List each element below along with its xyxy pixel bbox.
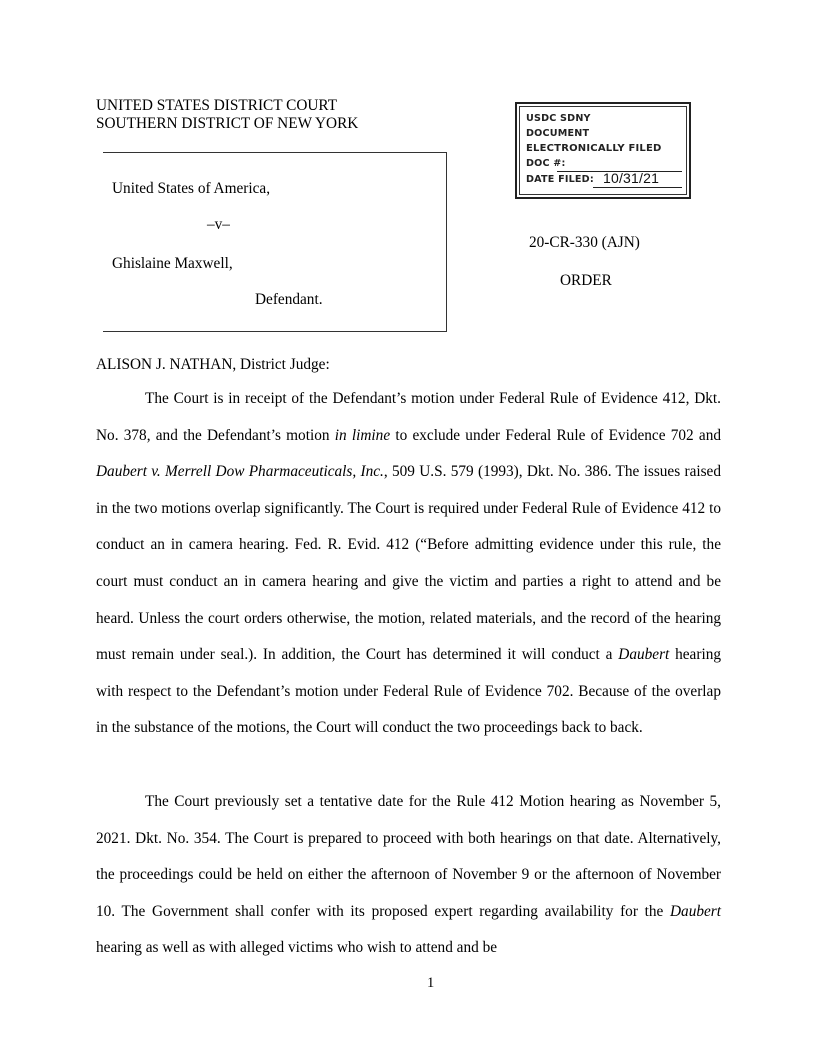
daubert-term: Daubert [670, 902, 721, 920]
stamp-date-filed-blank [593, 187, 682, 188]
stamp-electronically-filed: ELECTRONICALLY FILED [526, 143, 662, 154]
paragraph-1-text: , 509 U.S. 579 (1993), Dkt. No. 386. The issues raised in the two motions overlap significantly. The Court is required under Federal Rule of Evidence 412 to conduct an in camera hearing. Fed. R. Evid. 412 (“Before admitting evidence under this rule, the court must conduct an in camera hearing and give the victim and parties a right to attend and be heard. Unless the court orders otherwise, the motion, related materials, and the record of the hearing must remain under seal.). In addition, the Court has determined it will conduct a [96, 463, 721, 664]
paragraph-1 [96, 381, 721, 747]
in-limine-term: in limine [334, 426, 391, 444]
court-name-line-2: SOUTHERN DISTRICT OF NEW YORK [96, 115, 359, 132]
case-citation: Daubert v. Merrell Dow Pharmaceuticals, Inc. [96, 463, 384, 481]
caption-right-rule [446, 152, 447, 332]
paragraph-2 [96, 784, 721, 967]
paragraph-2-text: The Court previously set a tentative date for the Rule 412 Motion hearing as November 5, 2021. Dkt. No. 354. The Court is prepared to proceed with both hearings on that date. Alternatively, the proceedings could be held on either the afternoon of November 9 or the afternoon of November 10. The Government shall confer with its proposed expert regarding availability for the [96, 793, 721, 920]
stamp-date-filed-label: DATE FILED: [526, 174, 594, 185]
paragraph-1-text: hearing with respect to the Defendant’s motion under Federal Rule of Evidence 702. Because of the overlap in the substance of the motions, the Court will conduct the two proceedings back to back. [96, 646, 721, 737]
page-number: 1 [427, 975, 435, 991]
document-title: ORDER [560, 272, 612, 289]
stamp-document: DOCUMENT [526, 128, 590, 139]
paragraph-2-text: hearing as well as with alleged victims who wish to attend and be [96, 939, 498, 957]
defendant-role: Defendant. [255, 291, 323, 308]
defendant-name: Ghislaine Maxwell, [112, 255, 233, 272]
stamp-doc-number-label: DOC #: [526, 158, 566, 169]
paragraph-1-text: The Court is in receipt of the Defendant’s motion under Federal Rule of Evidence 412, Dkt. No. 378, and the Defendant’s motion [96, 390, 721, 444]
judge-line: ALISON J. NATHAN, District Judge: [96, 356, 330, 373]
electronic-filing-stamp [515, 102, 691, 199]
versus-mark: –v– [207, 216, 230, 233]
stamp-court: USDC SDNY [526, 113, 591, 124]
daubert-term: Daubert [618, 646, 670, 664]
caption-top-rule [103, 152, 446, 153]
stamp-date-filed-value: 10/31/21 [603, 170, 660, 186]
plaintiff-name: United States of America, [112, 180, 271, 197]
paragraph-1-text: to exclude under Federal Rule of Evidence 702 and [390, 426, 721, 444]
caption-bottom-rule [103, 331, 446, 332]
court-name-line-1: UNITED STATES DISTRICT COURT [96, 97, 338, 114]
case-number: 20-CR-330 (AJN) [529, 234, 640, 251]
